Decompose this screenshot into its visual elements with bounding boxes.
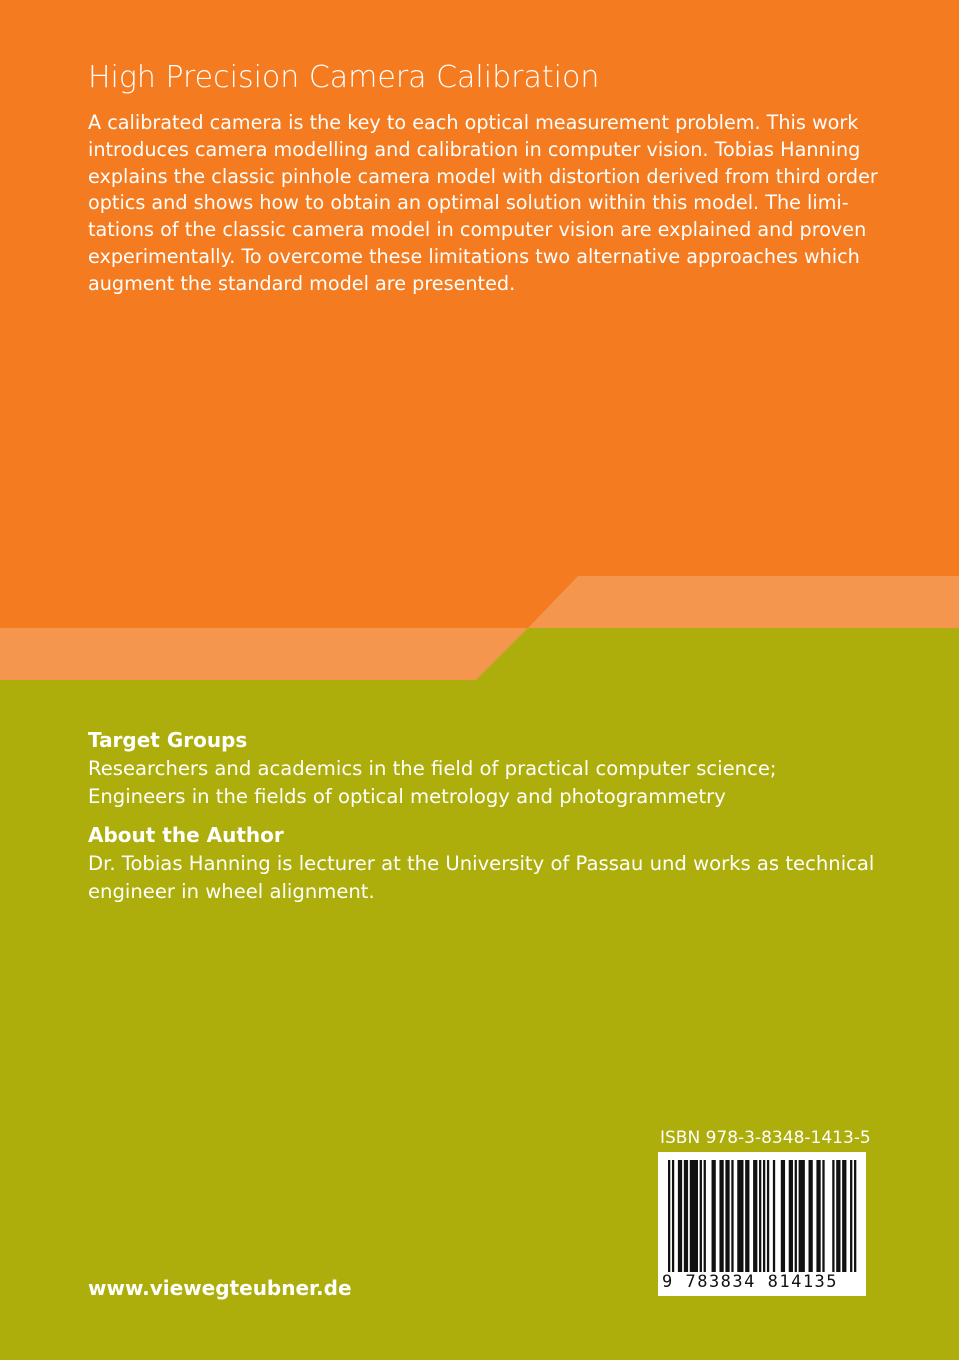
barcode-bar	[668, 1160, 670, 1272]
barcode-bar	[810, 1160, 812, 1272]
about-author-heading: About the Author	[88, 823, 284, 847]
barcode-bar	[759, 1160, 761, 1272]
blurb-line: tations of the classic camera model in computer vision are explained and proven	[88, 218, 867, 242]
target-groups-heading: Target Groups	[88, 728, 248, 752]
barcode-bar	[753, 1160, 755, 1272]
blurb-line: optics and shows how to obtain an optimal solution within this model. The limi-	[88, 191, 849, 215]
book-title: High Precision Camera Calibration	[88, 60, 600, 95]
barcode-bar	[755, 1160, 757, 1272]
barcode-bar	[838, 1160, 840, 1272]
barcode-bar	[694, 1160, 696, 1272]
target-groups-text	[88, 755, 777, 811]
barcode-bar	[850, 1160, 852, 1272]
barcode-bar	[712, 1160, 714, 1272]
barcode-bar	[704, 1160, 706, 1272]
target-groups-line: Researchers and academics in the field of practical computer science;	[88, 757, 777, 780]
barcode-bar	[696, 1160, 698, 1272]
blurb-line: augment the standard model are presented.	[88, 271, 516, 295]
barcode-bar	[832, 1160, 834, 1272]
barcode-bar	[686, 1160, 688, 1272]
barcode-bar	[725, 1160, 727, 1272]
barcode-bar	[721, 1160, 723, 1272]
barcode-bar	[801, 1160, 803, 1272]
barcode-bar	[680, 1160, 682, 1272]
barcode-bar	[767, 1160, 769, 1272]
about-author-line: Dr. Tobias Hanning is lecturer at the University of Passau und works as technical	[88, 852, 875, 875]
barcode-bar	[692, 1160, 694, 1272]
barcode-bar	[763, 1160, 765, 1272]
publisher-website: www.viewegteubner.de	[88, 1276, 352, 1300]
barcode-bar	[745, 1160, 747, 1272]
barcode-bar	[672, 1160, 674, 1272]
barcode-bar	[803, 1160, 805, 1272]
barcode-bar	[731, 1160, 733, 1272]
barcode-bar	[714, 1160, 716, 1272]
barcode-bar	[737, 1160, 739, 1272]
isbn-number: ISBN 978-3-8348-1413-5	[660, 1128, 871, 1148]
barcode-bar	[747, 1160, 749, 1272]
barcode-bar	[700, 1160, 702, 1272]
barcode-bar	[818, 1160, 820, 1272]
blurb-line: introduces camera modelling and calibration in computer vision. Tobias Hanning	[88, 137, 861, 161]
about-author-text	[88, 850, 874, 906]
about-author-line: engineer in wheel alignment.	[88, 880, 375, 903]
barcode-bar	[789, 1160, 791, 1272]
barcode-bar	[844, 1160, 846, 1272]
barcode-bar	[795, 1160, 797, 1272]
barcode-bar	[783, 1160, 785, 1272]
barcode-bar	[727, 1160, 729, 1272]
blurb-line: A calibrated camera is the key to each optical measurement problem. This work	[88, 111, 859, 134]
blurb-line: experimentally. To overcome these limitations two alternative approaches which	[88, 244, 860, 268]
barcode-bar	[816, 1160, 818, 1272]
barcode-bar	[739, 1160, 741, 1272]
target-groups-line: Engineers in the fields of optical metrology and photogrammetry	[88, 785, 726, 808]
blurb-line: explains the classic pinhole camera model with distortion derived from third order	[88, 164, 878, 188]
barcode-bar	[781, 1160, 783, 1272]
barcode-bar	[773, 1160, 775, 1272]
barcode-bar	[678, 1160, 680, 1272]
barcode-bar	[822, 1160, 824, 1272]
barcode-bar	[842, 1160, 844, 1272]
diagonal-band-graphic	[0, 570, 959, 682]
barcode-bar	[684, 1160, 686, 1272]
barcode-bar	[799, 1160, 801, 1272]
barcode-bar	[854, 1160, 856, 1272]
barcode-bar	[719, 1160, 721, 1272]
barcode-bar	[690, 1160, 692, 1272]
barcode-digits: 9 783834 814135	[662, 1272, 839, 1292]
book-description	[88, 110, 888, 298]
barcode-bar	[791, 1160, 793, 1272]
barcode-bar	[809, 1160, 811, 1272]
barcode-bar	[741, 1160, 743, 1272]
barcode-bar	[836, 1160, 838, 1272]
